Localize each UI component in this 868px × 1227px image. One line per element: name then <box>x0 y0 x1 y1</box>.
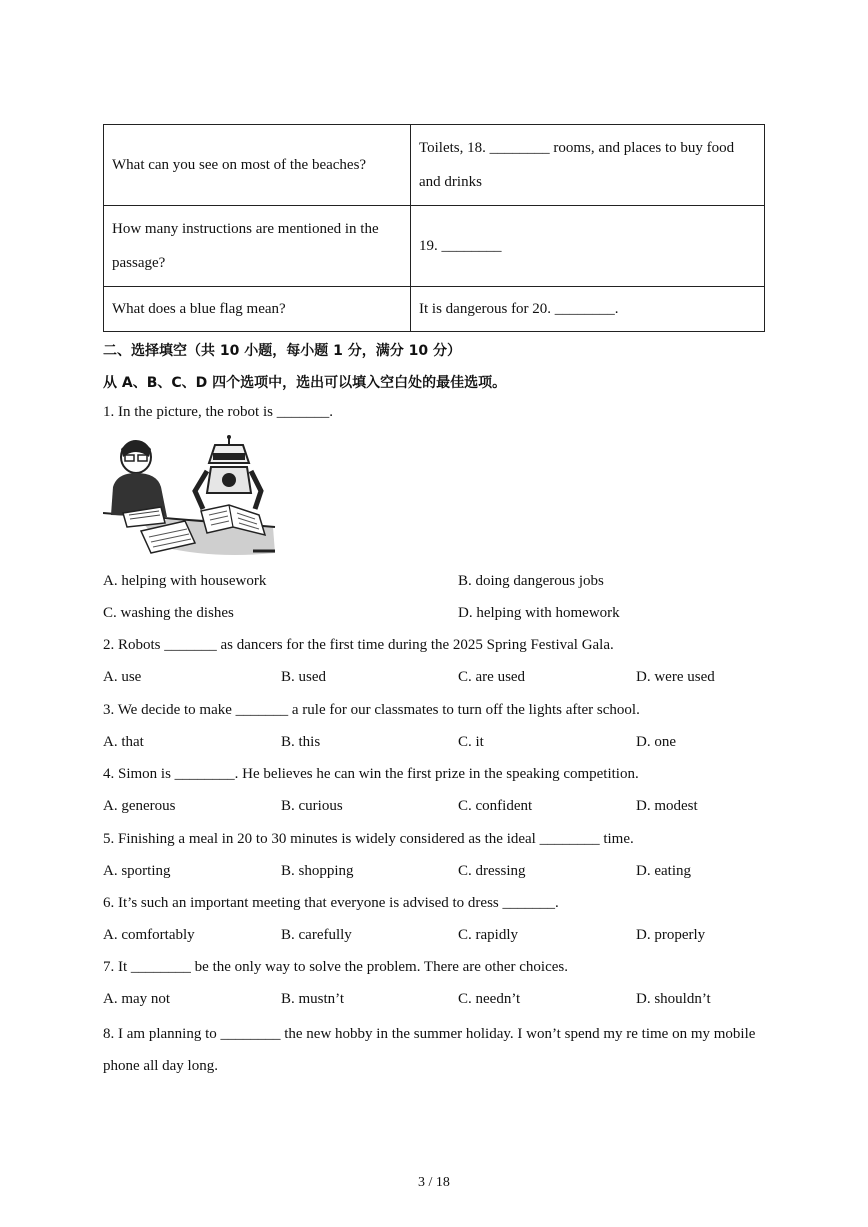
option-c[interactable]: C. it <box>458 734 484 750</box>
option-d[interactable]: D. one <box>636 734 676 750</box>
robot-homework-illustration <box>103 435 278 557</box>
option-a[interactable]: A. comfortably <box>103 927 195 943</box>
option-d[interactable]: D. shouldn’t <box>636 991 711 1007</box>
option-d[interactable]: D. modest <box>636 798 698 814</box>
question-3-options <box>103 734 783 754</box>
question-1-options-row <box>103 605 783 625</box>
option-b[interactable]: B. this <box>281 734 321 750</box>
table-question-cell: How many instructions are mentioned in the passage? <box>104 206 411 287</box>
illustration-image <box>103 435 278 557</box>
option-b[interactable]: B. carefully <box>281 927 352 943</box>
section-instruction: 从 A、B、C、D 四个选项中，选出可以填入空白处的最佳选项。 <box>103 375 507 391</box>
question-1-stem: 1. In the picture, the robot is _______. <box>103 404 333 420</box>
question-5-options <box>103 863 783 883</box>
table-row <box>104 287 765 332</box>
option-b[interactable]: B. used <box>281 669 326 685</box>
option-a[interactable]: A. use <box>103 669 142 685</box>
question-7-stem: 7. It ________ be the only way to solve the problem. There are other choices. <box>103 959 569 975</box>
table-answer-cell: It is dangerous for 20. ________. <box>411 287 765 332</box>
question-4-stem: 4. Simon is ________. He believes he can win the first prize in the speaking competition. <box>103 766 639 782</box>
section-heading: 二、选择填空（共 10 小题，每小题 1 分，满分 10 分） <box>103 343 461 359</box>
option-d[interactable]: D. properly <box>636 927 706 943</box>
table-answer-cell: Toilets, 18. ________ rooms, and places to buy food and drinks <box>411 125 765 206</box>
option-d[interactable]: D. eating <box>636 863 691 879</box>
question-6-options <box>103 927 783 947</box>
question-6-stem: 6. It’s such an important meeting that everyone is advised to dress _______. <box>103 895 559 911</box>
option-a[interactable]: A. generous <box>103 798 176 814</box>
table-question-cell: What does a blue flag mean? <box>104 287 411 332</box>
question-3-stem: 3. We decide to make _______ a rule for our classmates to turn off the lights after school. <box>103 702 640 718</box>
question-7-options <box>103 991 783 1011</box>
option-d[interactable]: D. were used <box>636 669 715 685</box>
option-a[interactable]: A. helping with housework <box>103 573 267 589</box>
option-c[interactable]: C. needn’t <box>458 991 521 1007</box>
question-2-stem: 2. Robots _______ as dancers for the first time during the 2025 Spring Festival Gala. <box>103 637 614 653</box>
option-c[interactable]: C. dressing <box>458 863 526 879</box>
page-number: 3 / 18 <box>418 1175 450 1190</box>
option-b[interactable]: B. shopping <box>281 863 354 879</box>
option-d[interactable]: D. helping with homework <box>458 605 620 621</box>
option-a[interactable]: A. that <box>103 734 144 750</box>
question-1-options-row <box>103 573 783 593</box>
option-b[interactable]: B. mustn’t <box>281 991 345 1007</box>
question-4-options <box>103 798 783 818</box>
reading-answer-table <box>103 124 765 332</box>
table-row <box>104 125 765 206</box>
option-c[interactable]: C. washing the dishes <box>103 605 234 621</box>
option-b[interactable]: B. curious <box>281 798 343 814</box>
table-row <box>104 206 765 287</box>
option-a[interactable]: A. may not <box>103 991 171 1007</box>
question-8-stem: 8. I am planning to ________ the new hobby in the summer holiday. I won’t spend my re time on my mobile phone all day long. <box>103 1026 756 1074</box>
table-question-cell: What can you see on most of the beaches? <box>104 125 411 206</box>
option-a[interactable]: A. sporting <box>103 863 171 879</box>
option-b[interactable]: B. doing dangerous jobs <box>458 573 604 589</box>
option-c[interactable]: C. are used <box>458 669 526 685</box>
option-c[interactable]: C. confident <box>458 798 533 814</box>
table-answer-cell: 19. ________ <box>411 206 765 287</box>
option-c[interactable]: C. rapidly <box>458 927 518 943</box>
question-2-options <box>103 669 783 689</box>
question-5-stem: 5. Finishing a meal in 20 to 30 minutes is widely considered as the ideal ________ time. <box>103 831 634 847</box>
